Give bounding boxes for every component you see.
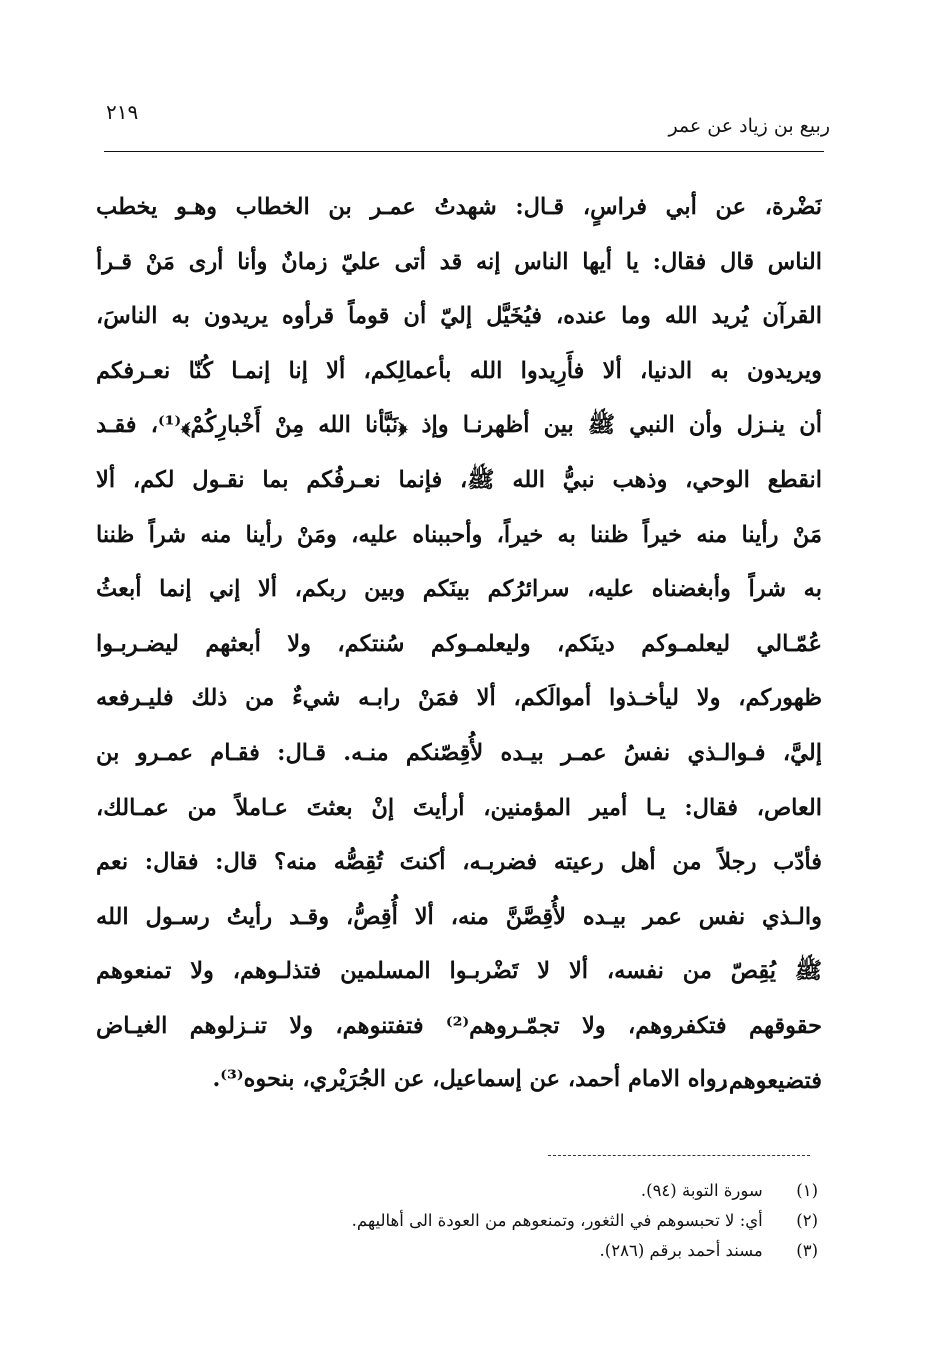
body-line: القرآن يُريد الله وما عنده، فيُخَيَّل إليّ أن قوماً قرأوه يريدون به الناسَ، xyxy=(96,303,822,330)
main-text xyxy=(96,180,822,1108)
body-line: ويريدون به الدنيا، ألا فأَرِيدوا الله بأعمالِكم، ألا إنا إنمـا كُنّا نعـرفكم xyxy=(96,357,822,384)
footnote-number: (١) xyxy=(796,1181,818,1200)
body-line: انقطع الوحي، وذهب نبيُّ الله ﷺ، فإنما نعـرفُكم بما نقـول لكم، ألا xyxy=(96,466,822,493)
header-rule xyxy=(104,151,824,152)
body-line: أن ينـزل وأن النبي ﷺ بين أظهرنـا وإذ ﴿نَبَّأنا الله مِنْ أَخْبارِكُمْ﴾⁽¹⁾، فقـد xyxy=(96,412,822,439)
body-line: نَضْرة، عن أبي فراسٍ، قـال: شهدتُ عمـر بن الخطاب وهـو يخطب xyxy=(96,194,822,220)
body-line: ظهوركم، ولا ليأخـذوا أموالَكم، ألا فمَنْ رابـه شيءٌ من ذلك فليـرفعه xyxy=(96,685,822,712)
footnote xyxy=(198,1206,818,1236)
body-line: فتضيعوهم. xyxy=(721,1067,822,1094)
footnotes xyxy=(198,1176,818,1266)
body-line: به شراً وأبغضناه عليه، سرائرُكم بينَكم وبين ربكم، ألا إني إنما أبعثُ xyxy=(96,576,822,603)
body-line: إليَّ، فـوالـذي نفسُ عمـر بيـده لأُقِصّنكم منـه. قـال: فقـام عمـرو بن xyxy=(96,739,822,766)
footnote-text: سورة التوبة (٩٤). xyxy=(640,1181,763,1200)
page-number: ٢١٩ xyxy=(106,100,139,124)
body-line: فأدّب رجلاً من أهل رعيته فضربـه، أكنتَ تُقِصُّه منه؟ قال: فقال: نعم xyxy=(96,849,822,876)
footnote-number: (٢) xyxy=(796,1211,818,1230)
body-line: الناس قال فقال: يا أيها الناس إنه قد أتى عليّ زمانٌ وأنا أرى مَنْ قـرأ xyxy=(96,248,822,275)
body-line: حقوقهم فتكفروهم، ولا تجمّـروهم⁽²⁾ فتفتنوهم، ولا تنـزلوهم الغيـاض xyxy=(96,1012,822,1039)
body-line: عُمّـالي ليعلمـوكم دينَكم، وليعلمـوكم سُنتكم، ولا أبعثهم ليضـربـوا xyxy=(96,630,822,657)
attribution: رواه الامام أحمد، عن إسماعيل، عن الجُرَيْري، بنحوه⁽³⁾. xyxy=(212,1066,728,1092)
body-line: ﷺ يُقِصّ من نفسه، ألا لا تَضْربـوا المسلمين فتذلـوهم، ولا تمنعوهم xyxy=(96,958,822,985)
body-line: مَنْ رأينا منه خيراً ظننا به خيراً، وأحببناه عليه، ومَنْ رأينا منه شراً ظننا xyxy=(96,521,822,548)
running-header: ربيع بن زياد عن عمر xyxy=(668,115,830,137)
footnote-text: مسند أحمد برقم (٢٨٦). xyxy=(599,1241,763,1260)
footnote-rule xyxy=(548,1155,810,1156)
footnote-number: (٣) xyxy=(796,1241,818,1260)
body-line: العاص، فقال: يـا أمير المؤمنين، أرأيتَ إنْ بعثتَ عـاملاً من عمـالك، xyxy=(96,794,822,821)
footnote-text: أي: لا تحبسوهم في الثغور، وتمنعوهم من العودة الى أهاليهم. xyxy=(351,1211,763,1230)
body-line: والـذي نفس عمر بيـده لأُقِصَّنَّ منه، ألا أُقِصُّ، وقـد رأيتُ رسـول الله xyxy=(96,903,822,930)
footnote xyxy=(198,1176,818,1206)
footnote xyxy=(198,1236,818,1266)
